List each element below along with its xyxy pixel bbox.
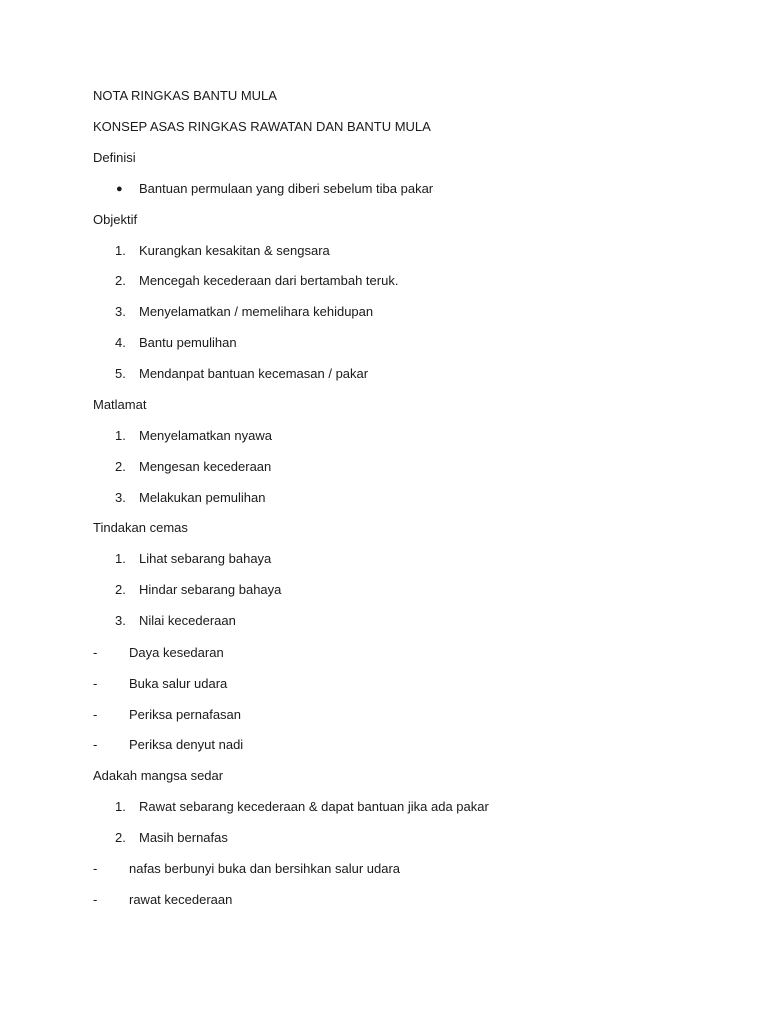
dash-item: Buka salur udara — [129, 676, 228, 691]
list-item: Menyelamatkan nyawa — [139, 428, 272, 443]
document-subtitle: KONSEP ASAS RINGKAS RAWATAN DAN BANTU MULA — [93, 119, 431, 134]
list-item: Bantuan permulaan yang diberi sebelum tiba pakar — [139, 181, 434, 196]
list-item: Hindar sebarang bahaya — [139, 582, 282, 597]
dash-marker: - — [93, 892, 98, 907]
section-heading-adakah-mangsa-sedar: Adakah mangsa sedar — [93, 768, 224, 783]
dash-marker: - — [93, 707, 98, 722]
list-number: 1. — [115, 551, 126, 566]
list-item: Mengesan kecederaan — [139, 459, 272, 474]
section-heading-definisi: Definisi — [93, 150, 136, 165]
list-item: Menyelamatkan / memelihara kehidupan — [139, 304, 374, 319]
list-number: 3. — [115, 304, 126, 319]
dash-marker: - — [93, 645, 98, 660]
list-number: 2. — [115, 830, 126, 845]
list-item: Melakukan pemulihan — [139, 490, 266, 505]
list-item: Nilai kecederaan — [139, 613, 236, 628]
bullet-icon: ● — [116, 183, 123, 195]
list-number: 2. — [115, 459, 126, 474]
list-number: 2. — [115, 582, 126, 597]
list-number: 3. — [115, 490, 126, 505]
dash-item: rawat kecederaan — [129, 892, 233, 907]
list-number: 1. — [115, 243, 126, 258]
list-number: 4. — [115, 335, 126, 350]
list-number: 1. — [115, 428, 126, 443]
list-number: 1. — [115, 799, 126, 814]
document-title: NOTA RINGKAS BANTU MULA — [93, 88, 277, 103]
list-item: Rawat sebarang kecederaan & dapat bantuan jika ada pakar — [139, 799, 489, 814]
section-heading-tindakan-cemas: Tindakan cemas — [93, 520, 188, 535]
dash-item: Daya kesedaran — [129, 645, 224, 660]
list-item: Masih bernafas — [139, 830, 228, 845]
list-number: 3. — [115, 613, 126, 628]
dash-marker: - — [93, 861, 98, 876]
dash-item: nafas berbunyi buka dan bersihkan salur udara — [129, 861, 401, 876]
dash-item: Periksa pernafasan — [129, 707, 242, 722]
list-item: Kurangkan kesakitan & sengsara — [139, 243, 330, 258]
section-heading-objektif: Objektif — [93, 212, 138, 227]
dash-marker: - — [93, 676, 98, 691]
list-number: 5. — [115, 366, 126, 381]
list-item: Mendanpat bantuan kecemasan / pakar — [139, 366, 369, 381]
list-item: Mencegah kecederaan dari bertambah teruk. — [139, 273, 399, 288]
dash-marker: - — [93, 737, 98, 752]
dash-item: Periksa denyut nadi — [129, 737, 244, 752]
list-item: Bantu pemulihan — [139, 335, 237, 350]
list-item: Lihat sebarang bahaya — [139, 551, 272, 566]
section-heading-matlamat: Matlamat — [93, 397, 147, 412]
list-number: 2. — [115, 273, 126, 288]
